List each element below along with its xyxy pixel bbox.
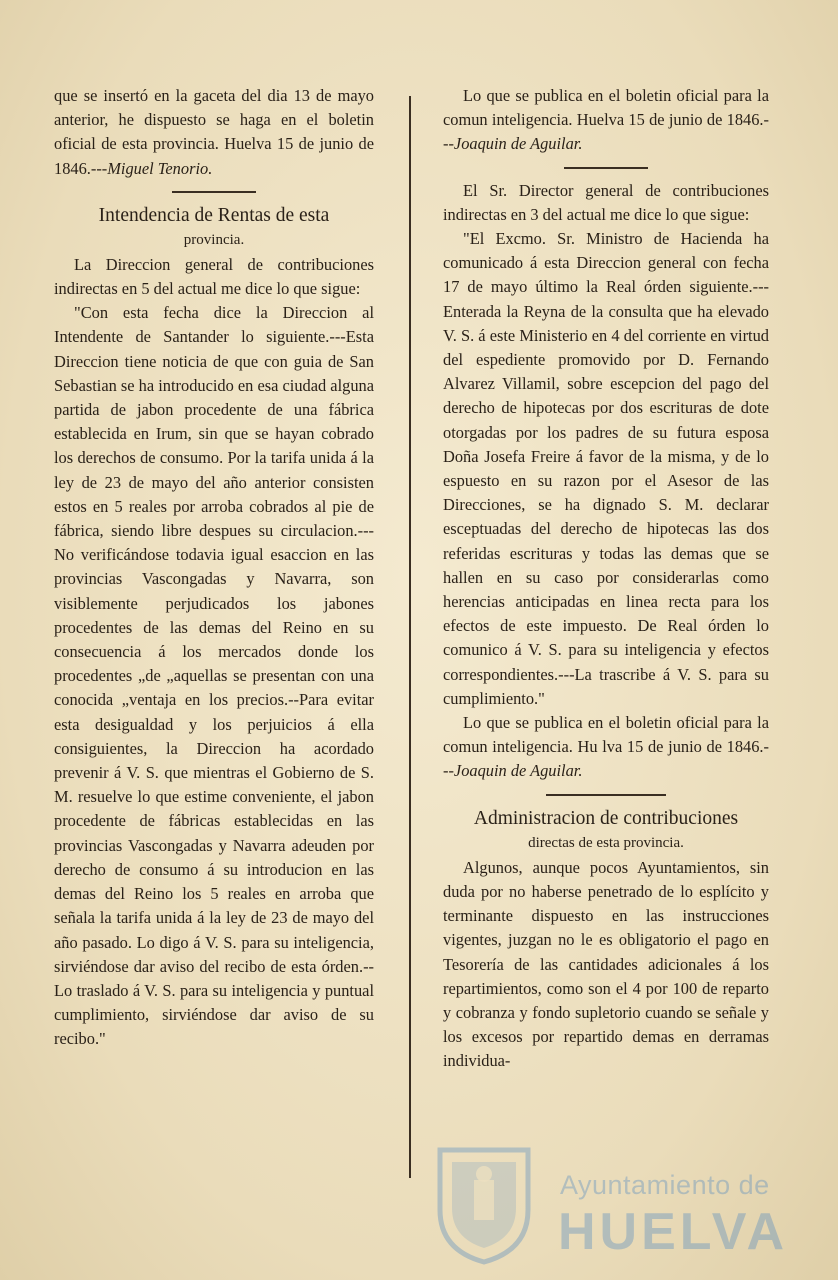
signature: Joaquin de Aguilar. xyxy=(453,761,583,781)
left-column xyxy=(54,84,374,1052)
paragraph: El Sr. Director general de contribuciones indirectas en 3 del actual me dice lo que sigue: xyxy=(443,180,769,224)
section-rule xyxy=(546,794,666,796)
section-subheading: provincia. xyxy=(183,231,245,248)
paragraph xyxy=(443,711,769,784)
watermark xyxy=(432,1140,789,1270)
section-rule xyxy=(564,167,648,169)
watermark-title: HUELVA xyxy=(558,1203,789,1261)
section-subheading: directas de esta provincia. xyxy=(528,834,684,851)
signature: Joaquin de Aguilar. xyxy=(453,134,583,154)
section-heading: Administracion de contribuciones xyxy=(473,807,739,829)
section-heading: Intendencia de Rentas de esta xyxy=(98,204,330,226)
paragraph: Algunos, aunque pocos Ayuntamientos, sin duda por no haberse penetrado de lo esplícito y terminante dispuesto en las instrucciones vigentes, juzgan no le es obligatorio el pago en Tesorería de las cantidades adicionales á los repartimientos, como son el 4 por 100 de reparto y cobranza y fondo supletorio cuando se señale y los excesos por repartido demas en derramas individua- xyxy=(443,857,769,1071)
coat-of-arms-icon xyxy=(432,1140,536,1266)
paragraph-text: que se insertó en la gaceta del dia 13 de mayo anterior, he dispuesto se haga en el boletin oficial de esta provincia. Huelva 15 de junio de 1846.--- xyxy=(54,86,374,178)
paragraph: La Direccion general de contribuciones indirectas en 5 del actual me dice lo que sigue: xyxy=(54,254,374,299)
paragraph-text: Lo que se publica en el boletin oficial para la comun inteligencia. Huelva 15 de junio de 1846.--- xyxy=(443,86,769,154)
signature: Miguel Tenorio. xyxy=(107,158,213,178)
paragraph-text: Lo que se publica en el boletin oficial para la comun inteligencia. Hu lva 15 de junio de 1846.--- xyxy=(443,713,769,781)
section-rule xyxy=(172,191,256,193)
quoted-paragraph: "Con esta fecha dice la Direccion al Intendente de Santander lo siguiente.---Esta Direccion tiene noticia de que con guia de San Sebastian se ha introducido en esa ciudad alguna partida de jabon procedente de una fábrica establecida en Irum, sin que se hayan cobrado los derechos de consumo. Por la tarifa unida á la ley de 23 de mayo del año anterior consisten estos en 5 reales por arroba cobrados al pie de fábrica, siendo libre despues su circulacion.---No verificándose todavia igual esaccion en las provincias Vascongadas y Navarra, son visiblemente perjudicados los jabones procedentes de las demas del Reino en su consecuencia á los mercados donde los procedentes „de „aquellas se presentan con una conocida „ventaja en los precios.--Para evitar esta desigualdad y los perjuicios á ella consiguientes, la Direccion ha acordado prevenir á V. S. que mientras el Gobierno de S. M. resuelve lo que estime conveniente, el jabon procedente de fábricas establecidas en las provincias Vascongadas y Navarra adeuden por derecho de consumo á su introducion en las demas del Reino los 5 reales en arroba que señala la tarifa unida á la ley de 23 de mayo del año pasado. Lo digo á V. S. para su inteligencia, sirviéndose dar aviso del recibo de esta órden.--Lo traslado á V. S. para su inteligencia y puntual cumplimiento, sirviéndose dar aviso de su recibo." xyxy=(54,303,374,1049)
watermark-subtitle: Ayuntamiento de xyxy=(560,1170,770,1200)
quoted-paragraph: "El Excmo. Sr. Ministro de Hacienda ha comunicado á esta Direccion general con fecha 17 de mayo último la Real órden siguiente.---Enterada la Reyna de la consulta que ha elevado V. S. á este Ministerio en 4 del corriente en virtud del espediente promovido por D. Fernando Alvarez Villamil, sobre escepcion del pago del derecho de hipotecas por dos escrituras de dote otorgadas por los padres de su futura esposa Doña Josefa Freire á favor de la misma, y de lo espuesto en su razon por el Asesor de las Direcciones, se ha dignado S. M. declarar esceptuadas del derecho de hipotecas las dos referidas escrituras y todas las demas que se hallen en su caso por considerarlas como herencias anticipadas en linea recta para los efectos de este impuesto. De Real órden lo comunico á V. S. para su inteligencia y efectos correspondientes.---La trascribe á V. S. para su cumplimiento." xyxy=(443,229,769,708)
paragraph xyxy=(443,84,769,157)
paragraph-continuation xyxy=(54,84,374,181)
right-column xyxy=(443,84,769,1074)
column-divider xyxy=(409,96,411,1178)
